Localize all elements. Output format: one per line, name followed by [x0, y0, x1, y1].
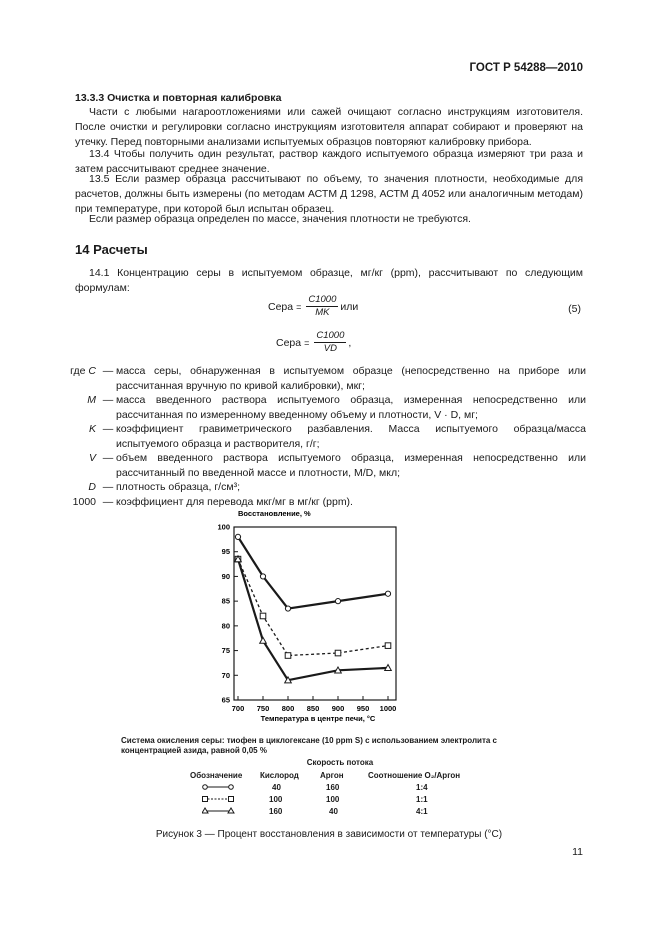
data-point-square: [385, 643, 391, 649]
formula-fraction: [314, 330, 346, 355]
definition-dash: —: [102, 495, 114, 508]
formula-numerator: C1000: [316, 330, 345, 341]
formula-denominator: MK: [315, 307, 330, 318]
variable-definitions: [46, 364, 586, 509]
data-point-circle: [385, 591, 390, 596]
row2-argon: 100: [326, 795, 340, 804]
row2-ratio: 1:1: [416, 795, 428, 804]
data-point-triangle: [260, 637, 267, 643]
paragraph-14-1: 14.1 Концентрацию серы в испытуемом образце, мг/кг (ppm), рассчитывают по следующим формулам:: [75, 267, 583, 294]
x-tick-label: 800: [281, 704, 295, 713]
circle-icon: [229, 785, 234, 790]
data-point-square: [335, 650, 341, 656]
definition-row: [46, 393, 586, 422]
definition-text: объем введенного раствора испытуемого образца, измеренная непосредственно или рассчитанный по введенной массе и плотности, M/D, мкл;: [116, 452, 586, 479]
section-14-heading: 14 Расчеты: [75, 242, 148, 257]
y-tick-label: 100: [217, 522, 230, 532]
paragraph-13-4: 13.4 Чтобы получить один результат, раствор каждого испытуемого образца измеряют три раза и затем рассчитывают среднее значение.: [75, 148, 583, 175]
row2-oxygen: 100: [269, 795, 283, 804]
definition-dash: —: [102, 394, 114, 406]
standard-code: ГОСТ Р 54288—2010: [469, 62, 583, 74]
figure-caption: Рисунок 3 — Процент восстановления в зависимости от температуры (°С): [155, 829, 503, 840]
symbol-k: K: [88, 423, 96, 435]
flow-header-argon: Аргон: [320, 771, 344, 780]
formula-fraction: [306, 294, 338, 319]
recovery-chart: [190, 505, 430, 731]
chart-system-note: Система окисления серы: тиофен в циклогексане (10 ppm S) с использованием электролита с концентрацией азида, равной 0,05 %: [121, 736, 497, 755]
flow-title: Скорость потока: [306, 758, 374, 767]
definition-text: коэффициент гравиметрического разбавления. Масса испытуемого образца/масса испытуемого образца и растворителя, г/г;: [116, 423, 586, 450]
x-tick-label: 950: [356, 704, 370, 713]
data-point-square: [285, 653, 291, 659]
formula-denominator: VD: [323, 343, 337, 354]
definition-symbol: [46, 393, 100, 422]
y-axis-ticks: [217, 523, 238, 705]
equation-number: (5): [568, 303, 581, 315]
section-13-3-3-heading: 13.3.3 Очистка и повторная калибровка: [75, 92, 282, 104]
square-icon: [229, 797, 234, 802]
y-tick-label: 85: [221, 596, 230, 606]
data-point-circle: [260, 574, 265, 579]
y-tick-label: 70: [221, 670, 230, 680]
row1-ratio: 1:4: [416, 783, 428, 792]
symbol-m: M: [87, 394, 96, 406]
data-point-square: [260, 613, 266, 619]
y-tick-label: 65: [221, 695, 230, 705]
definition-text: масса серы, обнаруженная в испытуемом образце (непосредственно на приборе или рассчитанная вручную по кривой калибровки), мкг;: [116, 365, 586, 392]
formula-tail: или: [340, 300, 359, 313]
symbol-1000: 1000: [72, 495, 96, 508]
series-layer: [235, 534, 392, 683]
x-axis-label: Температура в центре печи, °С: [260, 714, 376, 723]
definition-row: [46, 364, 586, 393]
definition-symbol: [46, 451, 100, 480]
paragraph-13-5-density: Если размер образца определен по массе, значения плотности не требуются.: [89, 213, 471, 225]
paragraph-13-5: 13.5 Если размер образца рассчитывают по объему, то значения плотности, необходимые для расчетов, должны быть измерены (по методам АСТМ Д 1298, АСТМ Д 4052 или аналогичным методам) при температуре, при которой был испытан образец.: [75, 173, 583, 215]
symbol-d: D: [88, 481, 96, 493]
definition-symbol: [46, 364, 100, 393]
y-tick-label: 75: [221, 646, 230, 656]
row3-argon: 40: [329, 807, 338, 816]
definition-symbol: [46, 495, 100, 510]
flow-header-ratio: Соотношение O₂/Аргон: [368, 771, 461, 780]
definition-text: коэффициент для перевода мкг/мг в мг/кг (ppm).: [116, 495, 353, 508]
chart-title: Восстановление, %: [238, 509, 311, 518]
x-tick-label: 750: [256, 704, 270, 713]
symbol-c: C: [88, 365, 96, 377]
row3-oxygen: 160: [269, 807, 283, 816]
where-word: где: [70, 365, 86, 377]
series-line-circle: [238, 537, 388, 609]
row3-ratio: 4:1: [416, 807, 428, 816]
definition-dash: —: [102, 452, 114, 464]
y-tick-label: 80: [221, 621, 230, 631]
square-icon: [203, 797, 208, 802]
formula-mass: [268, 294, 358, 319]
data-point-circle: [285, 606, 290, 611]
row1-argon: 160: [326, 783, 340, 792]
formula-volume: [276, 330, 351, 355]
data-point-circle: [335, 599, 340, 604]
flow-header-oxygen: Кислород: [260, 771, 299, 780]
definition-dash: —: [102, 423, 114, 435]
formula-numerator: C1000: [308, 294, 337, 305]
page-number: 11: [572, 846, 583, 858]
y-tick-label: 95: [221, 547, 230, 557]
definition-text: плотность образца, г/см³;: [116, 481, 240, 493]
definition-symbol: [46, 422, 100, 451]
row1-oxygen: 40: [272, 783, 281, 792]
formula-tail: ,: [348, 336, 352, 349]
definition-text: масса введенного раствора испытуемого образца, измеренная непосредственно или рассчитанная по измеренному введенному объему и плотности, V · D, мг;: [116, 394, 586, 421]
definition-row: [46, 422, 586, 451]
section-13-3-3-text: Части с любыми нагароотложениями или сажей очищают согласно инструкциям изготовителя. После очистки и регулировки согласно инструкциям изготовителя аппарат собирают и проверяют на утечку. Перед повторными анализами испытуемых образцов повторяют калибровку прибора.: [75, 106, 583, 148]
data-point-circle: [235, 534, 240, 539]
flow-header-designation: Обозначение: [190, 771, 243, 780]
definition-dash: —: [102, 365, 114, 377]
x-tick-label: 700: [231, 704, 245, 713]
formula-eq: =: [304, 337, 310, 348]
circle-icon: [203, 785, 208, 790]
definition-symbol: [46, 480, 100, 495]
symbol-v: V: [88, 452, 96, 464]
x-axis-ticks: [232, 696, 397, 713]
definition-dash: —: [102, 481, 114, 493]
formula-lhs: Сера: [276, 336, 302, 349]
formula-eq: =: [296, 301, 302, 312]
legend-markers: [202, 782, 236, 818]
definition-row: [46, 451, 586, 480]
y-tick-label: 90: [221, 571, 230, 581]
x-tick-label: 900: [331, 704, 345, 713]
formula-lhs: Сера: [268, 300, 294, 313]
definition-row: [46, 480, 586, 495]
x-tick-label: 850: [306, 704, 320, 713]
x-tick-label: 1000: [379, 704, 397, 713]
